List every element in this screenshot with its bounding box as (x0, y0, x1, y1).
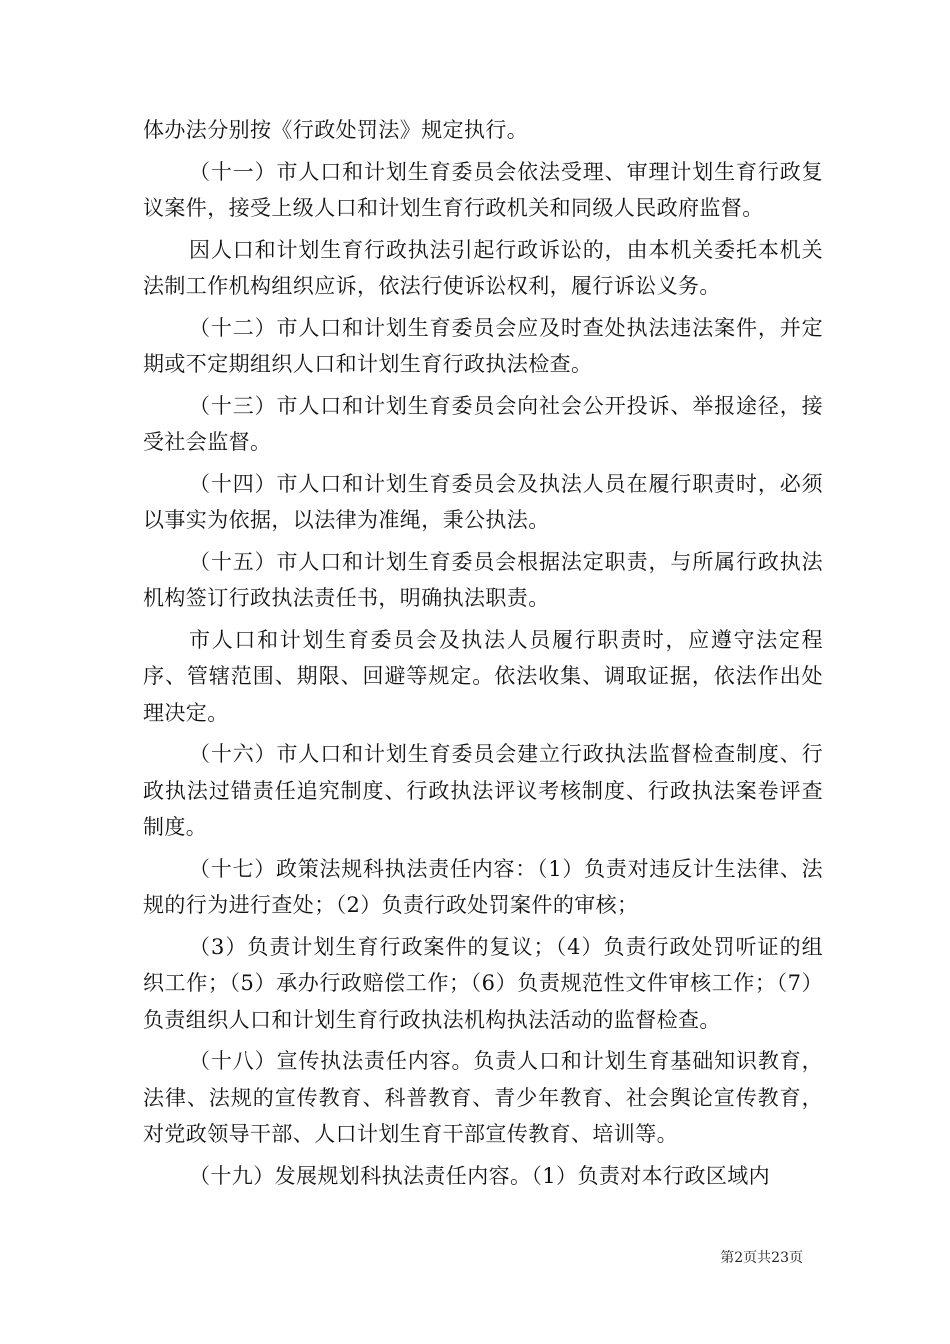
paragraph: 市人口和计划生育委员会及执法人员履行职责时，应遵守法定程序、管辖范围、期限、回避等规定。依法收集、调取证据，依法作出处理决定。 (143, 627, 823, 725)
paragraph: （十五）市人口和计划生育委员会根据法定职责，与所属行政执法机构签订行政执法责任书，明确执法职责。 (143, 549, 823, 610)
page-number-footer: 第2页共23页 (720, 1250, 803, 1266)
paragraph: （十四）市人口和计划生育委员会及执法人员在履行职责时，必须以事实为依据，以法律为准绳，秉公执法。 (143, 471, 823, 532)
document-body (143, 112, 823, 1199)
paragraph: （十二）市人口和计划生育委员会应及时查处执法违法案件，并定期或不定期组织人口和计划生育行政执法检查。 (143, 315, 823, 376)
paragraph: 体办法分别按《行政处罚法》规定执行。 (143, 118, 529, 142)
paragraph: 因人口和计划生育行政执法引起行政诉讼的，由本机关委托本机关法制工作机构组织应诉，依法行使诉讼权利，履行诉讼义务。 (143, 237, 823, 298)
paragraph: （十八）宣传执法责任内容。负责人口和计划生育基础知识教育，法律、法规的宣传教育、科普教育、青少年教育、社会舆论宣传教育，对党政领导干部、人口计划生育干部宣传教育、培训等。 (143, 1049, 823, 1146)
paragraph: （十一）市人口和计划生育委员会依法受理、审理计划生育行政复议案件，接受上级人口和计划生育行政机关和同级人民政府监督。 (143, 159, 823, 220)
paragraph: （十六）市人口和计划生育委员会建立行政执法监督检查制度、行政执法过错责任追究制度、行政执法评议考核制度、行政执法案卷评查制度。 (143, 742, 823, 839)
paragraph: （3）负责计划生育行政案件的复议；（4）负责行政处罚听证的组织工作；（5）承办行政赔偿工作；（6）负责规范性文件审核工作；（7）负责组织人口和计划生育行政执法机构执法活动的监督检查。 (143, 934, 823, 1032)
paragraph: （十九）发展规划科执法责任内容。（1）负责对本行政区域内 (189, 1163, 771, 1188)
paragraph: （十三）市人口和计划生育委员会向社会公开投诉、举报途径，接受社会监督。 (143, 393, 823, 454)
paragraph: （十七）政策法规科执法责任内容：（1）负责对违反计生法律、法规的行为进行查处；（2）负责行政处罚案件的审核； (143, 856, 823, 917)
